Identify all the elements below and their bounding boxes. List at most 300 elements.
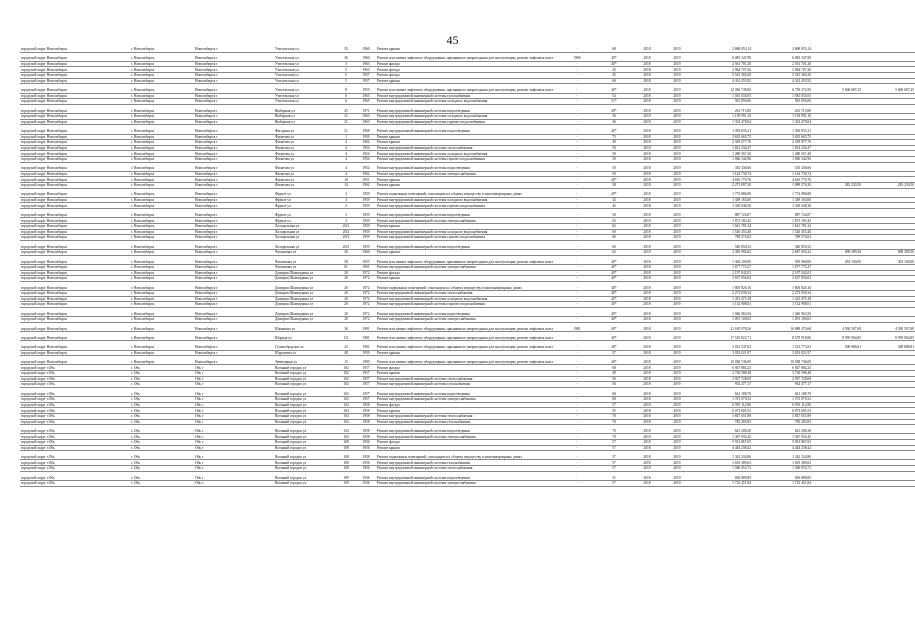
wear-cell: 57 bbox=[596, 460, 632, 466]
wear-cell: 73 bbox=[596, 134, 632, 140]
district-cell: городской округ Новосибирск bbox=[20, 240, 130, 249]
lift-year-cell: - bbox=[558, 255, 596, 264]
owner-cost-cell: 698 389,30 bbox=[862, 250, 915, 256]
place-cell: Обь г bbox=[194, 382, 274, 388]
extra-cost-cell: 453 100,00 bbox=[812, 255, 862, 264]
year-cell: 1972 bbox=[356, 276, 376, 282]
house-cell: 45 bbox=[336, 104, 356, 113]
street-cell: Фрунзе ул bbox=[274, 218, 336, 224]
table-row bbox=[20, 356, 915, 365]
place-cell: Новосибирск г bbox=[194, 291, 274, 297]
year-cell: 1956 bbox=[356, 451, 376, 460]
place-cell: Новосибирск г bbox=[194, 52, 274, 61]
start-year-cell: 2018 bbox=[632, 356, 662, 365]
total-cost-cell: 1 581 035,05 bbox=[692, 93, 752, 99]
house-cell: 20/2 bbox=[336, 235, 356, 241]
total-cost-cell: 1 334 478,04 bbox=[692, 119, 752, 125]
end-year-cell: 2019 bbox=[662, 235, 692, 241]
house-cell: 5 bbox=[336, 67, 356, 73]
lift-year-cell: - bbox=[558, 382, 596, 388]
year-cell: 1957 bbox=[356, 73, 376, 79]
street-cell: Фрунзе ул bbox=[274, 188, 336, 197]
street-cell: Выборная ул bbox=[274, 104, 336, 113]
house-cell: 102 bbox=[336, 365, 356, 371]
street-cell: Дмитрия Шамшурина ул bbox=[274, 270, 336, 276]
lift-year-cell: - bbox=[558, 302, 596, 308]
district-cell: городской округ г.Обь bbox=[20, 471, 130, 480]
total-cost-cell: 1 363 100,00 bbox=[692, 255, 752, 264]
owner-cost-cell bbox=[862, 307, 915, 316]
year-cell: 1957 bbox=[356, 78, 376, 84]
start-year-cell: 2018 bbox=[632, 296, 662, 302]
lift-year-cell: - bbox=[558, 134, 596, 140]
work-type-cell: Ремонт или замена лифтового оборудования, признанного непригодным для эксплуатации, ремонт лифтовых шахт bbox=[376, 52, 558, 61]
district-cell: городской округ Новосибирск bbox=[20, 302, 130, 308]
total-cost-cell: 1 342 334,86 bbox=[692, 451, 752, 460]
total-cost-cell: 3 385 992,62 bbox=[692, 250, 752, 256]
work-type-cell: Ремонт внутридомовой инженерной системы газоснабжения bbox=[376, 382, 558, 388]
total-cost-cell: 4 444 238,42 bbox=[692, 445, 752, 451]
fund-cost-cell: 1 677 775,27 bbox=[752, 264, 812, 270]
city-cell: г. Новосибирск bbox=[130, 203, 194, 209]
end-year-cell: 2019 bbox=[662, 104, 692, 113]
street-cell: Филатова ул bbox=[274, 162, 336, 171]
end-year-cell: 2019 bbox=[662, 156, 692, 162]
house-cell: 5 bbox=[336, 78, 356, 84]
district-cell: городской округ Новосибирск bbox=[20, 322, 130, 331]
wear-cell: 40* bbox=[596, 276, 632, 282]
place-cell: Новосибирск г bbox=[194, 341, 274, 350]
work-type-cell: Ремонт внутридомовой инженерной системы электроснабжения bbox=[376, 434, 558, 440]
start-year-cell: 2018 bbox=[632, 240, 662, 249]
end-year-cell: 2019 bbox=[662, 84, 692, 93]
fund-cost-cell: 16 688 470,68 bbox=[752, 322, 812, 331]
place-cell: Новосибирск г bbox=[194, 302, 274, 308]
place-cell: Новосибирск г bbox=[194, 322, 274, 331]
street-cell: Военный городок ул bbox=[274, 419, 336, 425]
city-cell: г. Новосибирск bbox=[130, 182, 194, 188]
start-year-cell: 2018 bbox=[632, 341, 662, 350]
street-cell: Чаплыгина ул bbox=[274, 250, 336, 256]
year-cell: 1957 bbox=[356, 371, 376, 377]
house-cell: 23 bbox=[336, 341, 356, 350]
total-cost-cell: 641 208,30 bbox=[692, 425, 752, 434]
year-cell: 1959 bbox=[356, 229, 376, 235]
start-year-cell: 2018 bbox=[632, 270, 662, 276]
district-cell: городской округ г.Обь bbox=[20, 466, 130, 472]
start-year-cell: 2018 bbox=[632, 229, 662, 235]
lift-year-cell: - bbox=[558, 223, 596, 229]
wear-cell: 57 bbox=[596, 480, 632, 486]
work-type-cell: Ремонт внутридомовой инженерной системы электроснабжения bbox=[376, 264, 558, 270]
lift-year-cell: - bbox=[558, 425, 596, 434]
fund-cost-cell: 6 750 374,50 bbox=[752, 84, 812, 93]
lift-year-cell: - bbox=[558, 67, 596, 73]
lift-year-cell: - bbox=[558, 471, 596, 480]
street-cell: Чаплыгина ул bbox=[274, 264, 336, 270]
work-type-cell: Ремонт внутридомовой инженерной системы газоснабжения bbox=[376, 460, 558, 466]
total-cost-cell: 1 280 567,40 bbox=[692, 151, 752, 157]
year-cell: 1959 bbox=[356, 235, 376, 241]
end-year-cell: 2019 bbox=[662, 371, 692, 377]
lift-year-cell: - bbox=[558, 419, 596, 425]
district-cell: городской округ г.Обь bbox=[20, 371, 130, 377]
wear-cell: 43 bbox=[596, 197, 632, 203]
work-type-cell: Ремонт внутридомовой инженерной системы электроснабжения bbox=[376, 480, 558, 486]
total-cost-cell: 6 083 347,98 bbox=[692, 52, 752, 61]
house-cell: 4 bbox=[336, 156, 356, 162]
end-year-cell: 2019 bbox=[662, 270, 692, 276]
owner-cost-cell bbox=[862, 281, 915, 290]
wear-cell: 70 bbox=[596, 425, 632, 434]
fund-cost-cell: 1 581 035,05 bbox=[752, 93, 812, 99]
year-cell: 1954 bbox=[356, 162, 376, 171]
extra-cost-cell bbox=[812, 480, 862, 486]
lift-year-cell: - bbox=[558, 203, 596, 209]
house-cell: 104 bbox=[336, 434, 356, 440]
lift-year-cell: - bbox=[558, 296, 596, 302]
work-type-cell: Ремонт или замена лифтового оборудования, признанного непригодным для эксплуатации, ремонт лифтовых шахт bbox=[376, 341, 558, 350]
city-cell: г. Обь bbox=[130, 425, 194, 434]
work-type-cell: Ремонт фасада bbox=[376, 270, 558, 276]
fund-cost-cell: 1 392 835,21 bbox=[752, 125, 812, 134]
wear-cell: 60 bbox=[596, 240, 632, 249]
extra-cost-cell: 508 886,81 bbox=[812, 341, 862, 350]
wear-cell: 40* bbox=[596, 317, 632, 323]
city-cell: г. Обь bbox=[130, 445, 194, 451]
total-cost-cell: 789 574,02 bbox=[692, 235, 752, 241]
district-cell: городской округ Новосибирск bbox=[20, 151, 130, 157]
street-cell: Фрунзе ул bbox=[274, 197, 336, 203]
work-type-cell: Ремонт внутридомовой инженерной системы холодного водоснабжения bbox=[376, 114, 558, 120]
district-cell: городской округ Новосибирск bbox=[20, 93, 130, 99]
extra-cost-cell bbox=[812, 307, 862, 316]
street-cell: Фрунзе ул bbox=[274, 203, 336, 209]
city-cell: г. Обь bbox=[130, 371, 194, 377]
work-type-cell: Ремонт внутридомовой инженерной системы водоотведения bbox=[376, 307, 558, 316]
street-cell: Военный городок ул bbox=[274, 408, 336, 414]
place-cell: Обь г bbox=[194, 397, 274, 403]
place-cell: Новосибирск г bbox=[194, 235, 274, 241]
table-row bbox=[20, 322, 915, 331]
year-cell: 1960 bbox=[356, 250, 376, 256]
fund-cost-cell: 887 724,87 bbox=[752, 209, 812, 218]
fund-cost-cell: 641 188,70 bbox=[752, 387, 812, 396]
city-cell: г. Новосибирск bbox=[130, 177, 194, 183]
work-type-cell: Ремонт внутридомовой инженерной системы газоснабжения bbox=[376, 419, 558, 425]
fund-cost-cell: 1 373 070,52 bbox=[752, 397, 812, 403]
city-cell: г. Новосибирск bbox=[130, 322, 194, 331]
total-cost-cell: 3 730 588,48 bbox=[692, 371, 752, 377]
house-cell: 10 bbox=[336, 177, 356, 183]
total-cost-cell: 2 012 547,63 bbox=[692, 341, 752, 350]
city-cell: г. Обь bbox=[130, 434, 194, 440]
street-cell: Холодильная ул bbox=[274, 240, 336, 249]
city-cell: г. Новосибирск bbox=[130, 350, 194, 356]
year-cell: 1957 bbox=[356, 376, 376, 382]
lift-year-cell: - bbox=[558, 104, 596, 113]
start-year-cell: 2018 bbox=[632, 171, 662, 177]
wear-cell: 68 bbox=[596, 47, 632, 52]
place-cell: Обь г bbox=[194, 439, 274, 445]
end-year-cell: 2019 bbox=[662, 397, 692, 403]
start-year-cell: 2018 bbox=[632, 445, 662, 451]
start-year-cell: 2018 bbox=[632, 317, 662, 323]
fund-cost-cell: 934 477,17 bbox=[752, 382, 812, 388]
place-cell: Обь г bbox=[194, 451, 274, 460]
work-type-cell: Ремонт внутридомовой инженерной системы холодного водоснабжения bbox=[376, 99, 558, 105]
total-cost-cell: 6 947 884,23 bbox=[692, 365, 752, 371]
wear-cell: 50 bbox=[596, 171, 632, 177]
lift-year-cell: - bbox=[558, 99, 596, 105]
fund-cost-cell: 261 715,80 bbox=[752, 104, 812, 113]
start-year-cell: 2018 bbox=[632, 408, 662, 414]
street-cell: Военный городок ул bbox=[274, 365, 336, 371]
start-year-cell: 2018 bbox=[632, 382, 662, 388]
wear-cell: 50 bbox=[596, 151, 632, 157]
fund-cost-cell: 2 687 603,32 bbox=[752, 250, 812, 256]
end-year-cell: 2019 bbox=[662, 480, 692, 486]
place-cell: Новосибирск г bbox=[194, 317, 274, 323]
extra-cost-cell bbox=[812, 104, 862, 113]
city-cell: г. Новосибирск bbox=[130, 104, 194, 113]
house-cell: 104 bbox=[336, 425, 356, 434]
fund-cost-cell: 836 889,85 bbox=[752, 471, 812, 480]
city-cell: г. Новосибирск bbox=[130, 255, 194, 264]
house-cell: 108 bbox=[336, 451, 356, 460]
district-cell: городской округ Новосибирск bbox=[20, 182, 130, 188]
place-cell: Новосибирск г bbox=[194, 78, 274, 84]
owner-cost-cell bbox=[862, 162, 915, 171]
total-cost-cell: 1 367 935,45 bbox=[692, 434, 752, 440]
lift-year-cell: - bbox=[558, 317, 596, 323]
house-cell: 21 bbox=[336, 114, 356, 120]
wear-cell: 50 bbox=[596, 156, 632, 162]
end-year-cell: 2019 bbox=[662, 188, 692, 197]
end-year-cell: 2019 bbox=[662, 114, 692, 120]
street-cell: Учительская ул bbox=[274, 47, 336, 52]
city-cell: г. Новосибирск bbox=[130, 162, 194, 171]
district-cell: городской округ Новосибирск bbox=[20, 341, 130, 350]
district-cell: городской округ Новосибирск bbox=[20, 104, 130, 113]
total-cost-cell: 1 373 070,52 bbox=[692, 397, 752, 403]
district-cell: городской округ г.Обь bbox=[20, 439, 130, 445]
city-cell: г. Новосибирск bbox=[130, 78, 194, 84]
house-cell: 108 bbox=[336, 445, 356, 451]
place-cell: Новосибирск г bbox=[194, 162, 274, 171]
city-cell: г. Новосибирск bbox=[130, 291, 194, 297]
total-cost-cell: 1 413 475,18 bbox=[692, 296, 752, 302]
year-cell: 1957 bbox=[356, 387, 376, 396]
wear-cell: 70 bbox=[596, 419, 632, 425]
total-cost-cell: 1 641 781,34 bbox=[692, 223, 752, 229]
work-type-cell: Ремонт внутридомовой инженерной системы электроснабжения bbox=[376, 218, 558, 224]
place-cell: Новосибирск г bbox=[194, 356, 274, 365]
year-cell: 1961 bbox=[356, 264, 376, 270]
place-cell: Новосибирск г bbox=[194, 307, 274, 316]
end-year-cell: 2019 bbox=[662, 302, 692, 308]
house-cell: 4 bbox=[336, 171, 356, 177]
street-cell: Учительская ул bbox=[274, 93, 336, 99]
start-year-cell: 2018 bbox=[632, 402, 662, 408]
street-cell: Военный городок ул bbox=[274, 387, 336, 396]
street-cell: Филатова ул bbox=[274, 145, 336, 151]
start-year-cell: 2018 bbox=[632, 188, 662, 197]
district-cell: городской округ Новосибирск bbox=[20, 78, 130, 84]
work-type-cell: Ремонт крыши bbox=[376, 276, 558, 282]
street-cell: Дмитрия Шамшурина ул bbox=[274, 276, 336, 282]
house-cell: 3 bbox=[336, 209, 356, 218]
total-cost-cell: 5 913 867,65 bbox=[692, 439, 752, 445]
street-cell: Шамшина ул bbox=[274, 322, 336, 331]
extra-cost-cell bbox=[812, 188, 862, 197]
place-cell: Новосибирск г bbox=[194, 145, 274, 151]
street-cell: Филатова ул bbox=[274, 171, 336, 177]
table-row bbox=[20, 162, 915, 171]
district-cell: городской округ г.Обь bbox=[20, 480, 130, 486]
lift-year-cell: - bbox=[558, 114, 596, 120]
start-year-cell: 2018 bbox=[632, 276, 662, 282]
house-cell: 108 bbox=[336, 439, 356, 445]
work-type-cell: Ремонт внутридомовой инженерной системы холодного водоснабжения bbox=[376, 151, 558, 157]
city-cell: г. Обь bbox=[130, 402, 194, 408]
work-type-cell: Ремонт или замена лифтового оборудования, признанного непригодным для эксплуатации, ремонт лифтовых шахт bbox=[376, 322, 558, 331]
fund-cost-cell: 3 847 651,88 bbox=[752, 413, 812, 419]
place-cell: Обь г bbox=[194, 371, 274, 377]
year-cell: 1957 bbox=[356, 382, 376, 388]
owner-cost-cell bbox=[862, 387, 915, 396]
place-cell: Новосибирск г bbox=[194, 177, 274, 183]
place-cell: Новосибирск г bbox=[194, 61, 274, 67]
year-cell: 1951 bbox=[356, 177, 376, 183]
street-cell: Учительская ул bbox=[274, 67, 336, 73]
end-year-cell: 2019 bbox=[662, 291, 692, 297]
year-cell: 1936 bbox=[356, 480, 376, 486]
table-row bbox=[20, 341, 915, 350]
house-cell: 6 bbox=[336, 93, 356, 99]
house-cell: 35 bbox=[336, 47, 356, 52]
place-cell: Новосибирск г bbox=[194, 67, 274, 73]
fund-cost-cell: 4 616 770,76 bbox=[752, 177, 812, 183]
wear-cell: 68 bbox=[596, 397, 632, 403]
owner-cost-cell bbox=[862, 471, 915, 480]
total-cost-cell: 934 477,17 bbox=[692, 382, 752, 388]
wear-cell: 60 bbox=[596, 235, 632, 241]
wear-cell: 40* bbox=[596, 264, 632, 270]
fund-cost-cell: 641 208,30 bbox=[752, 425, 812, 434]
district-cell: городской округ г.Обь bbox=[20, 402, 130, 408]
lift-year-cell: - bbox=[558, 281, 596, 290]
wear-cell: 40* bbox=[596, 331, 632, 340]
year-cell: 1958 bbox=[356, 402, 376, 408]
page-number: 45 bbox=[446, 33, 459, 47]
owner-cost-cell: 4 930 507,68 bbox=[862, 322, 915, 331]
owner-cost-cell bbox=[862, 125, 915, 134]
lift-year-cell: - bbox=[558, 331, 596, 340]
house-cell: 21 bbox=[336, 119, 356, 125]
house-cell: 1 bbox=[336, 134, 356, 140]
end-year-cell: 2019 bbox=[662, 307, 692, 316]
work-type-cell: Ремонт крыши bbox=[376, 350, 558, 356]
street-cell: Фрунзе ул bbox=[274, 209, 336, 218]
lift-year-cell: - bbox=[558, 93, 596, 99]
city-cell: г. Новосибирск bbox=[130, 281, 194, 290]
end-year-cell: 2019 bbox=[662, 197, 692, 203]
year-cell: 1981 bbox=[356, 322, 376, 331]
end-year-cell: 2019 bbox=[662, 341, 692, 350]
total-cost-cell: 261 715,80 bbox=[692, 104, 752, 113]
year-cell: 1958 bbox=[356, 425, 376, 434]
lift-year-cell: - bbox=[558, 371, 596, 377]
fund-cost-cell: 1 873 183,43 bbox=[752, 218, 812, 224]
city-cell: г. Обь bbox=[130, 408, 194, 414]
city-cell: г. Новосибирск bbox=[130, 114, 194, 120]
street-cell: Учительская ул bbox=[274, 61, 336, 67]
start-year-cell: 2018 bbox=[632, 218, 662, 224]
year-cell: 1963 bbox=[356, 119, 376, 125]
total-cost-cell: 836 889,85 bbox=[692, 471, 752, 480]
wear-cell: 50 bbox=[596, 209, 632, 218]
extra-cost-cell bbox=[812, 125, 862, 134]
lift-year-cell: - bbox=[558, 460, 596, 466]
total-cost-cell: 335 436,66 bbox=[692, 162, 752, 171]
fund-cost-cell: 1 349 163,60 bbox=[752, 197, 812, 203]
start-year-cell: 2018 bbox=[632, 125, 662, 134]
fund-cost-cell: 1 066 342,96 bbox=[752, 156, 812, 162]
district-cell: городской округ Новосибирск bbox=[20, 218, 130, 224]
start-year-cell: 2018 bbox=[632, 73, 662, 79]
city-cell: г. Новосибирск bbox=[130, 145, 194, 151]
end-year-cell: 2019 bbox=[662, 250, 692, 256]
year-cell: 1962 bbox=[356, 171, 376, 177]
work-type-cell: Ремонт крыши bbox=[376, 250, 558, 256]
year-cell: 1960 bbox=[356, 52, 376, 61]
start-year-cell: 2018 bbox=[632, 119, 662, 125]
place-cell: Обь г bbox=[194, 419, 274, 425]
total-cost-cell: 3 637 956,02 bbox=[692, 276, 752, 282]
work-type-cell: Ремонт фасада bbox=[376, 61, 558, 67]
street-cell: Фасадная ул bbox=[274, 125, 336, 134]
lift-year-cell: - bbox=[558, 387, 596, 396]
end-year-cell: 2019 bbox=[662, 356, 692, 365]
place-cell: Новосибирск г bbox=[194, 209, 274, 218]
fund-cost-cell: 1 814 234,47 bbox=[752, 145, 812, 151]
district-cell: городской округ Новосибирск bbox=[20, 307, 130, 316]
year-cell: 1956 bbox=[356, 466, 376, 472]
lift-year-cell: 1981 bbox=[558, 322, 596, 331]
start-year-cell: 2018 bbox=[632, 235, 662, 241]
city-cell: г. Новосибирск bbox=[130, 67, 194, 73]
year-cell: 1959 bbox=[356, 203, 376, 209]
street-cell: Холодильная ул bbox=[274, 223, 336, 229]
work-type-cell: Ремонт крыши bbox=[376, 177, 558, 183]
total-cost-cell: 887 724,87 bbox=[692, 209, 752, 218]
house-cell: 36 bbox=[336, 250, 356, 256]
place-cell: Обь г bbox=[194, 376, 274, 382]
house-cell: 3 bbox=[336, 218, 356, 224]
fund-cost-cell: 6 947 884,23 bbox=[752, 365, 812, 371]
lift-year-cell: - bbox=[558, 307, 596, 316]
house-cell: 20 bbox=[336, 296, 356, 302]
total-cost-cell: 4 414 453,92 bbox=[692, 78, 752, 84]
city-cell: г. Новосибирск bbox=[130, 276, 194, 282]
lift-year-cell: - bbox=[558, 145, 596, 151]
end-year-cell: 2019 bbox=[662, 240, 692, 249]
district-cell: городской округ г.Обь bbox=[20, 387, 130, 396]
city-cell: г. Обь bbox=[130, 480, 194, 486]
wear-cell: 56 bbox=[596, 382, 632, 388]
wear-cell: 57 bbox=[596, 350, 632, 356]
